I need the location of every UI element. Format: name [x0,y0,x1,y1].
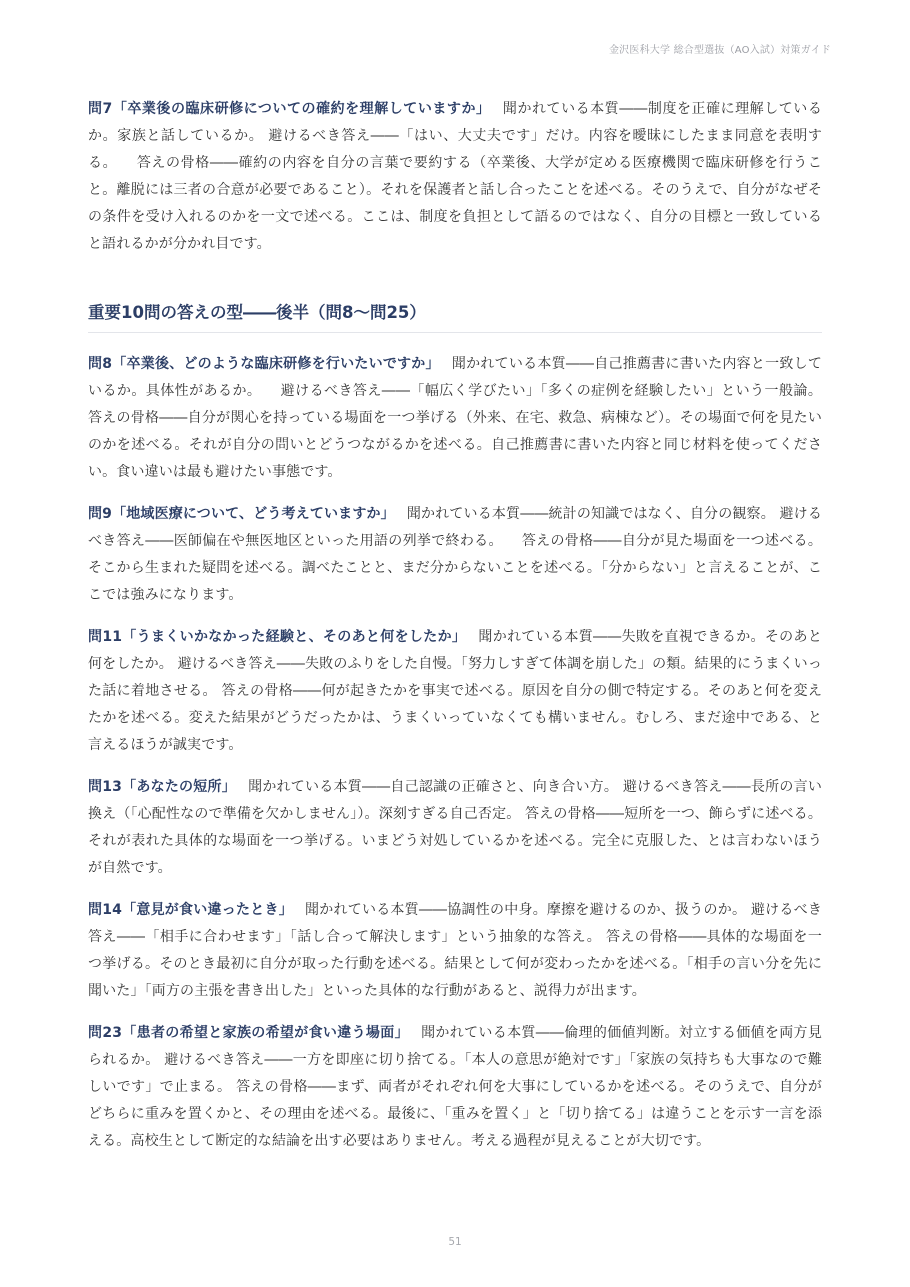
page-content [88,96,822,1170]
question-item-8 [88,351,822,486]
question-title: 問9「地域医療について、どう考えていますか」 [88,506,395,522]
question-title: 問11「うまくいかなかった経験と、そのあと何をしたか」 [88,629,467,645]
question-title: 問23「患者の希望と家族の希望が食い違う場面」 [88,1025,409,1041]
question-body: 聞かれている本質――自己認識の正確さと、向き合い方。 避けるべき答え――長所の言い換え（「心配性なので準備を欠かしません」）。深刻すぎる自己否定。 答えの骨格――短所を一つ、飾らずに述べる。それが表れた具体的な場面を一つ挙げる。いまどう対処しているかを述べる。完全に克服した、とは言わないほうが自然です。 [88,779,822,876]
question-item-14 [88,897,822,1005]
question-item-13 [88,774,822,882]
question-body: 聞かれている本質――失敗を直視できるか。そのあと何をしたか。 避けるべき答え――失敗のふりをした自慢。「努力しすぎて体調を崩した」の類。結果的にうまくいった話に着地させる。 答えの骨格――何が起きたかを事実で述べる。原因を自分の側で特定する。そのあと何を変えたかを述べる。変えた結果がどうだったかは、うまくいっていなくても構いません。むしろ、まだ途中である、と言えるほうが誠実です。 [88,629,822,753]
question-item-9 [88,501,822,609]
question-body: 聞かれている本質――統計の知識ではなく、自分の観察。 避けるべき答え――医師偏在や無医地区といった用語の列挙で終わる。 答えの骨格――自分が見た場面を一つ述べる。そこから生まれた疑問を述べる。調べたことと、まだ分からないことを述べる。「分からない」と言えることが、ここでは強みになります。 [88,506,822,603]
question-body: 聞かれている本質――制度を正確に理解しているか。家族と話しているか。 避けるべき答え――「はい、大丈夫です」だけ。内容を曖昧にしたまま同意を表明する。 答えの骨格――確約の内容を自分の言葉で要約する（卒業後、大学が定める医療機関で臨床研修を行うこと。離脱には三者の合意が必要であること）。それを保護者と話し合ったことを述べる。そのうえで、自分がなぜその条件を受け入れるのかを一文で述べる。ここは、制度を負担として語るのではなく、自分の目標と一致していると語れるかが分かれ目です。 [88,101,822,252]
question-title: 問8「卒業後、どのような臨床研修を行いたいですか」 [88,356,440,372]
question-body: 聞かれている本質――自己推薦書に書いた内容と一致しているか。具体性があるか。 避けるべき答え――「幅広く学びたい」「多くの症例を経験したい」という一般論。 答えの骨格――自分が関心を持っている場面を一つ挙げる（外来、在宅、救急、病棟など）。その場面で何を見たいのかを述べる。それが自分の問いとどうつながるかを述べる。自己推薦書に書いた内容と同じ材料を使ってください。食い違いは最も避けたい事態です。 [88,356,822,480]
question-item-7 [88,96,822,258]
page-number: 51 [448,1236,462,1248]
question-title: 問7「卒業後の臨床研修についての確約を理解していますか」 [88,101,491,117]
question-body: 聞かれている本質――協調性の中身。摩擦を避けるのか、扱うのか。 避けるべき答え――「相手に合わせます」「話し合って解決します」という抽象的な答え。 答えの骨格――具体的な場面を一つ挙げる。そのとき最初に自分が取った行動を述べる。結果として何が変わったかを述べる。「相手の言い分を先に聞いた」「両方の主張を書き出した」といった具体的な行動があると、説得力が出ます。 [88,902,823,999]
running-header: 金沢医科大学 総合型選抜（AO入試）対策ガイド [608,45,831,56]
question-title: 問14「意見が食い違ったとき」 [88,902,293,918]
question-item-23 [88,1020,822,1155]
question-item-11 [88,624,822,759]
section-heading: 重要10問の答えの型――後半（問8〜問25） [88,299,822,333]
question-body: 聞かれている本質――倫理的価値判断。対立する価値を両方見られるか。 避けるべき答え――一方を即座に切り捨てる。「本人の意思が絶対です」「家族の気持ちも大事なので難しいです」で止まる。 答えの骨格――まず、両者がそれぞれ何を大事にしているかを述べる。そのうえで、自分がどちらに重みを置くかと、その理由を述べる。最後に、「重みを置く」と「切り捨てる」は違うことを示す一言を添える。高校生として断定的な結論を出す必要はありません。考える過程が見えることが大切です。 [88,1025,823,1149]
question-title: 問13「あなたの短所」 [88,779,236,795]
